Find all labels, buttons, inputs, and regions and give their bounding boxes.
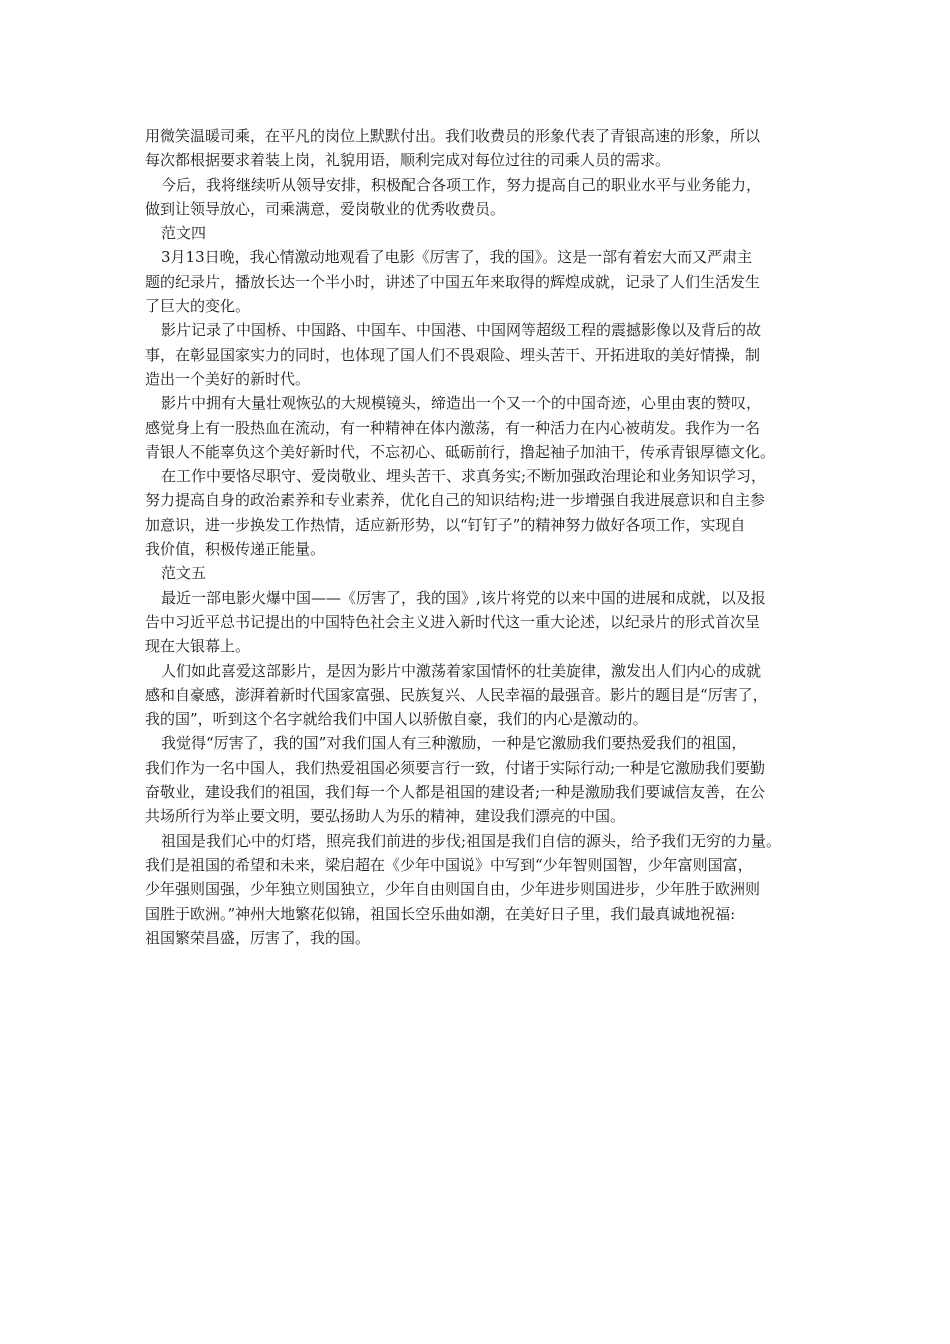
- text-line: 少年强则国强，少年独立则国独立，少年自由则国自由，少年进步则国进步，少年胜于欧洲则: [145, 880, 761, 899]
- text-line: 共场所行为举止要文明，要弘扬助人为乐的精神，建设我们漂亮的中国。: [145, 807, 626, 826]
- text-line: 我们是祖国的希望和未来，梁启超在《少年中国说》中写到“少年智则国智，少年富则国富，: [145, 855, 753, 874]
- text-line: 影片记录了中国桥、中国路、中国车、中国港、中国网等超级工程的震撼影像以及背后的故: [161, 321, 762, 340]
- text-line: 每次都根据要求着装上岗，礼貌用语，顺利完成对每位过往的司乘人员的需求。: [145, 151, 671, 170]
- text-line: 祖国是我们心中的灯塔，照亮我们前进的步伐;祖国是我们自信的源头，给予我们无穷的力量。: [161, 831, 782, 850]
- text-line: 做到让领导放心，司乘满意，爱岗敬业的优秀收费员。: [145, 199, 506, 218]
- text-line: 加意识，进一步换发工作热情，适应新形势，以“钉钉子”的精神努力做好各项工作，实现自: [145, 515, 746, 534]
- text-line: 青银人不能辜负这个美好新时代，不忘初心、砥砺前行，撸起袖子加油干，传承青银厚德文化。: [145, 442, 776, 461]
- text-line: 国胜于欧洲。”神州大地繁花似锦，祖国长空乐曲如潮，在美好日子里，我们最真诚地祝福:: [145, 904, 736, 923]
- text-line: 用微笑温暖司乘，在平凡的岗位上默默付出。我们收费员的形象代表了青银高速的形象，所以: [145, 127, 761, 145]
- text-line: 题的纪录片，播放长达一个半小时，讲述了中国五年来取得的辉煌成就，记录了人们生活发生: [145, 272, 761, 291]
- text-line: 造出一个美好的新时代。: [145, 369, 311, 388]
- text-line: 祖国繁荣昌盛，厉害了，我的国。: [145, 928, 371, 947]
- text-line: 感觉身上有一股热血在流动，有一种精神在体内激荡，有一种活力在内心被萌发。我作为一名: [145, 418, 761, 437]
- text-line: 我觉得“厉害了，我的国”对我们国人有三种激励，一种是它激励我们要热爱我们的祖国，: [161, 734, 747, 753]
- document-body: [145, 124, 820, 950]
- text-line: 我价值，积极传递正能量。: [145, 540, 326, 559]
- text-line: 奋敬业，建设我们的祖国，我们每一个人都是祖国的建设者;一种是激励我们要诚信友善，在公: [145, 783, 766, 802]
- text-line: 最近一部电影火爆中国——《厉害了，我的国》,该片将党的以来中国的进展和成就，以及报: [161, 588, 766, 607]
- text-line: 人们如此喜爱这部影片，是因为影片中激荡着家国情怀的壮美旋律，激发出人们内心的成就: [161, 661, 762, 680]
- text-line: 在工作中要恪尽职守、爱岗敬业、埋头苦干、求真务实;不断加强政治理论和业务知识学习，: [161, 467, 767, 486]
- text-line: 事，在彰显国家实力的同时，也体现了国人们不畏艰险、埋头苦干、开拓进取的美好情操，制: [145, 345, 761, 364]
- text-line: 我的国”，听到这个名字就给我们中国人以骄傲自豪，我们的内心是激动的。: [145, 710, 648, 729]
- text-line: 感和自豪感，澎湃着新时代国家富强、民族复兴、人民幸福的最强音。影片的题目是“厉害了，: [145, 685, 768, 704]
- text-line: 现在大银幕上。: [145, 637, 251, 656]
- text-line: 告中习近平总书记提出的中国特色社会主义进入新时代这一重大论述，以纪录片的形式首次呈: [145, 612, 761, 631]
- text-line: 3月13日晚，我心情激动地观看了电影《厉害了，我的国》。这是一部有着宏大而又严肃主: [161, 248, 753, 267]
- text-line: 努力提高自身的政治素养和专业素养，优化自己的知识结构;进一步增强自我进展意识和自主参: [145, 491, 766, 510]
- text-line: 了巨大的变化。: [145, 297, 251, 316]
- text-line: 范文四: [161, 224, 207, 243]
- text-line: 今后，我将继续听从领导安排，积极配合各项工作，努力提高自己的职业水平与业务能力，: [161, 175, 762, 194]
- text-line: 范文五: [161, 564, 207, 583]
- text-line: 影片中拥有大量壮观恢弘的大规模镜头，缔造出一个又一个的中国奇迹，心里由衷的赞叹，: [161, 394, 762, 413]
- text-line: 我们作为一名中国人，我们热爱祖国必须要言行一致，付诸于实际行动;一种是它激励我们要勤: [145, 758, 766, 777]
